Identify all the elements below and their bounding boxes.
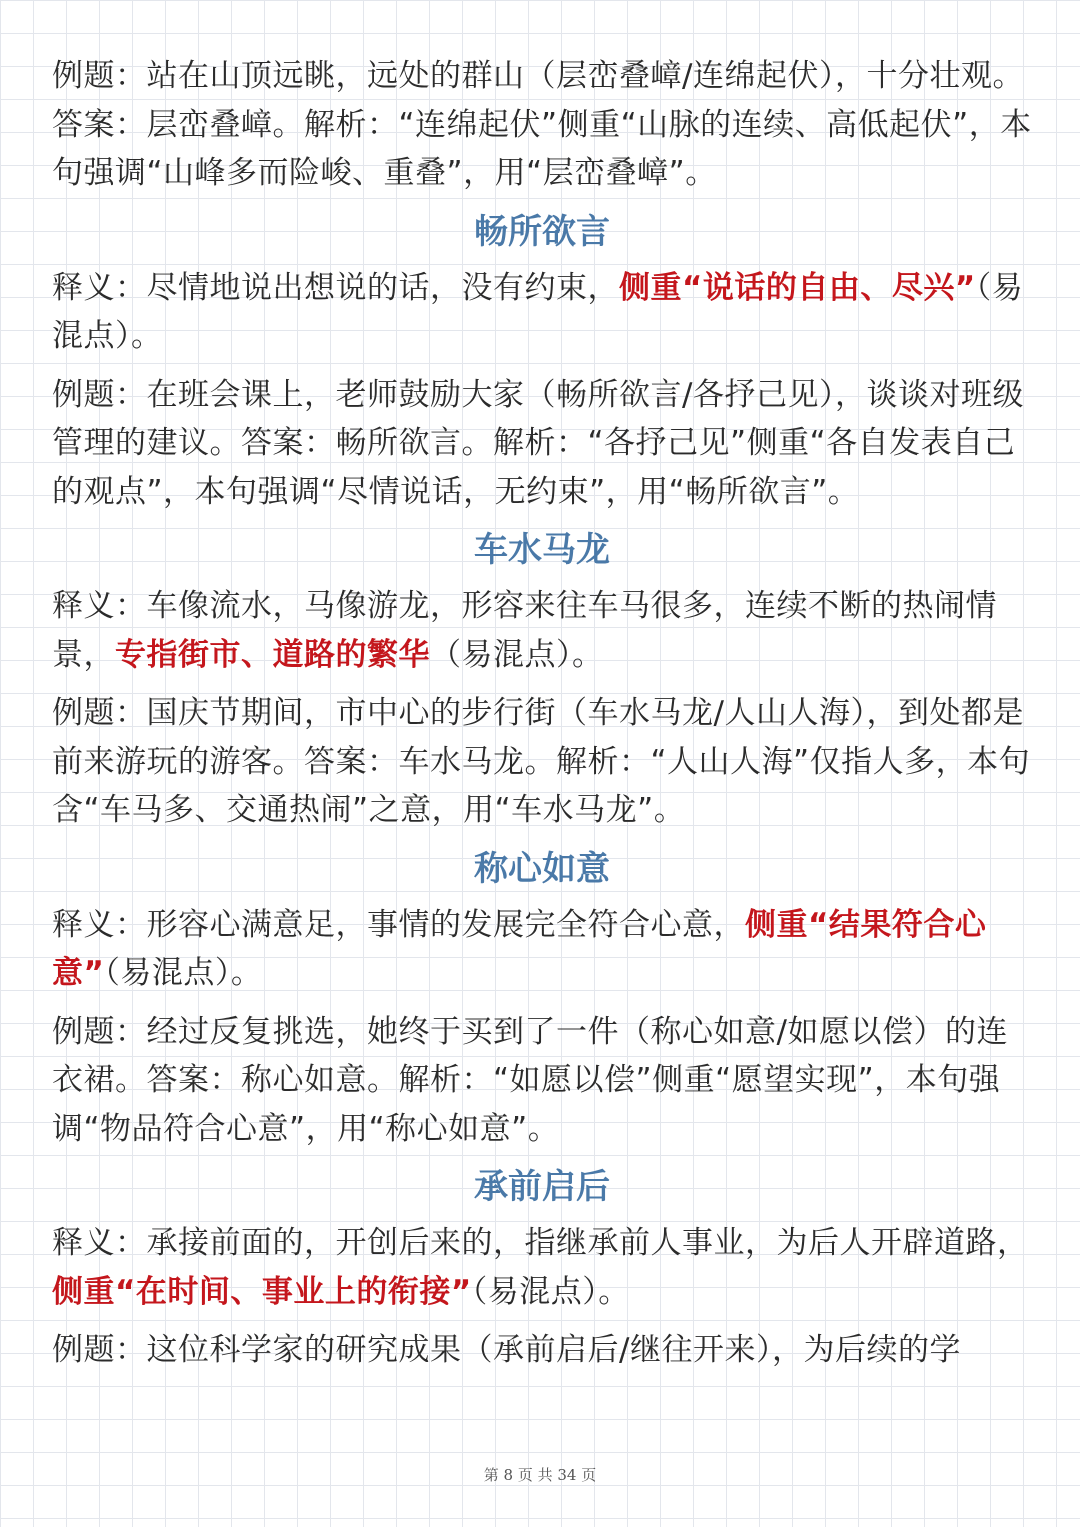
document-page — [52, 52, 1032, 1385]
definition-paragraph — [52, 264, 1032, 361]
definition-text: 释义：承接前面的，开创后来的，指继承前人事业，为后人开辟道路， — [52, 1225, 1029, 1261]
definition-note: （易混点）。 — [471, 1273, 630, 1310]
definition-text: 释义：尽情地说出想说的话，没有约束， — [52, 269, 619, 306]
example-paragraph: 例题：这位科学家的研究成果（承前启后/继往开来），为后续的学 — [52, 1332, 961, 1368]
example-paragraph: 例题：在班会课上，老师鼓励大家（畅所欲言/各抒己见），谈谈对班级管理的建议。答案：畅所欲言。解析：“各抒己见”侧重“各自发表自己的观点”，本句强调“尽情说话，无约束”，用“畅所欲言”。 — [52, 376, 1024, 510]
example-paragraph: 例题：经过反复挑选，她终于买到了一件（称心如意/如愿以偿）的连衣裙。答案：称心如意。解析：“如愿以偿”侧重“愿望实现”，本句强调“物品符合心意”，用“称心如意”。 — [52, 1013, 1008, 1147]
emphasis-text: 侧重“结果符合心意” — [52, 906, 987, 991]
definition-text: 释义：形容心满意足，事情的发展完全符合心意， — [52, 906, 745, 943]
definition-paragraph — [52, 582, 1032, 679]
emphasis-text: 专指街市、道路的繁华 — [115, 636, 430, 673]
idiom-title: 称心如意 — [474, 848, 610, 889]
definition-paragraph — [52, 901, 1032, 998]
idiom-title: 畅所欲言 — [474, 211, 610, 252]
emphasis-text: 侧重“说话的自由、尽兴” — [619, 269, 976, 306]
definition-note: （易混点）。 — [104, 955, 263, 991]
definition-paragraph — [52, 1219, 1032, 1316]
example-paragraph: 例题：站在山顶远眺，远处的群山（层峦叠嶂/连绵起伏），十分壮观。答案：层峦叠嶂。解析：“连绵起伏”侧重“山脉的连续、高低起伏”，本句强调“山峰多而险峻、重叠”，用“层峦叠嶂”。 — [52, 58, 1032, 191]
example-paragraph: 例题：国庆节期间，市中心的步行街（车水马龙/人山人海），到处都是前来游玩的游客。答案：车水马龙。解析：“人山人海”仅指人多，本句含“车马多、交通热闹”之意，用“车水马龙”。 — [52, 695, 1031, 828]
definition-note: （易混点）。 — [430, 636, 604, 673]
definition-text: 释义：车像流水，马像游龙，形容来往车马很多，连续不断的热闹情景， — [52, 588, 997, 673]
idiom-title: 承前启后 — [474, 1167, 610, 1207]
page-number: 第 8 页 共 34 页 — [483, 1466, 597, 1484]
idiom-title: 车水马龙 — [474, 530, 610, 570]
definition-note: （易混点）。 — [52, 269, 1024, 354]
emphasis-text: 侧重“在时间、事业上的衔接” — [52, 1273, 472, 1310]
